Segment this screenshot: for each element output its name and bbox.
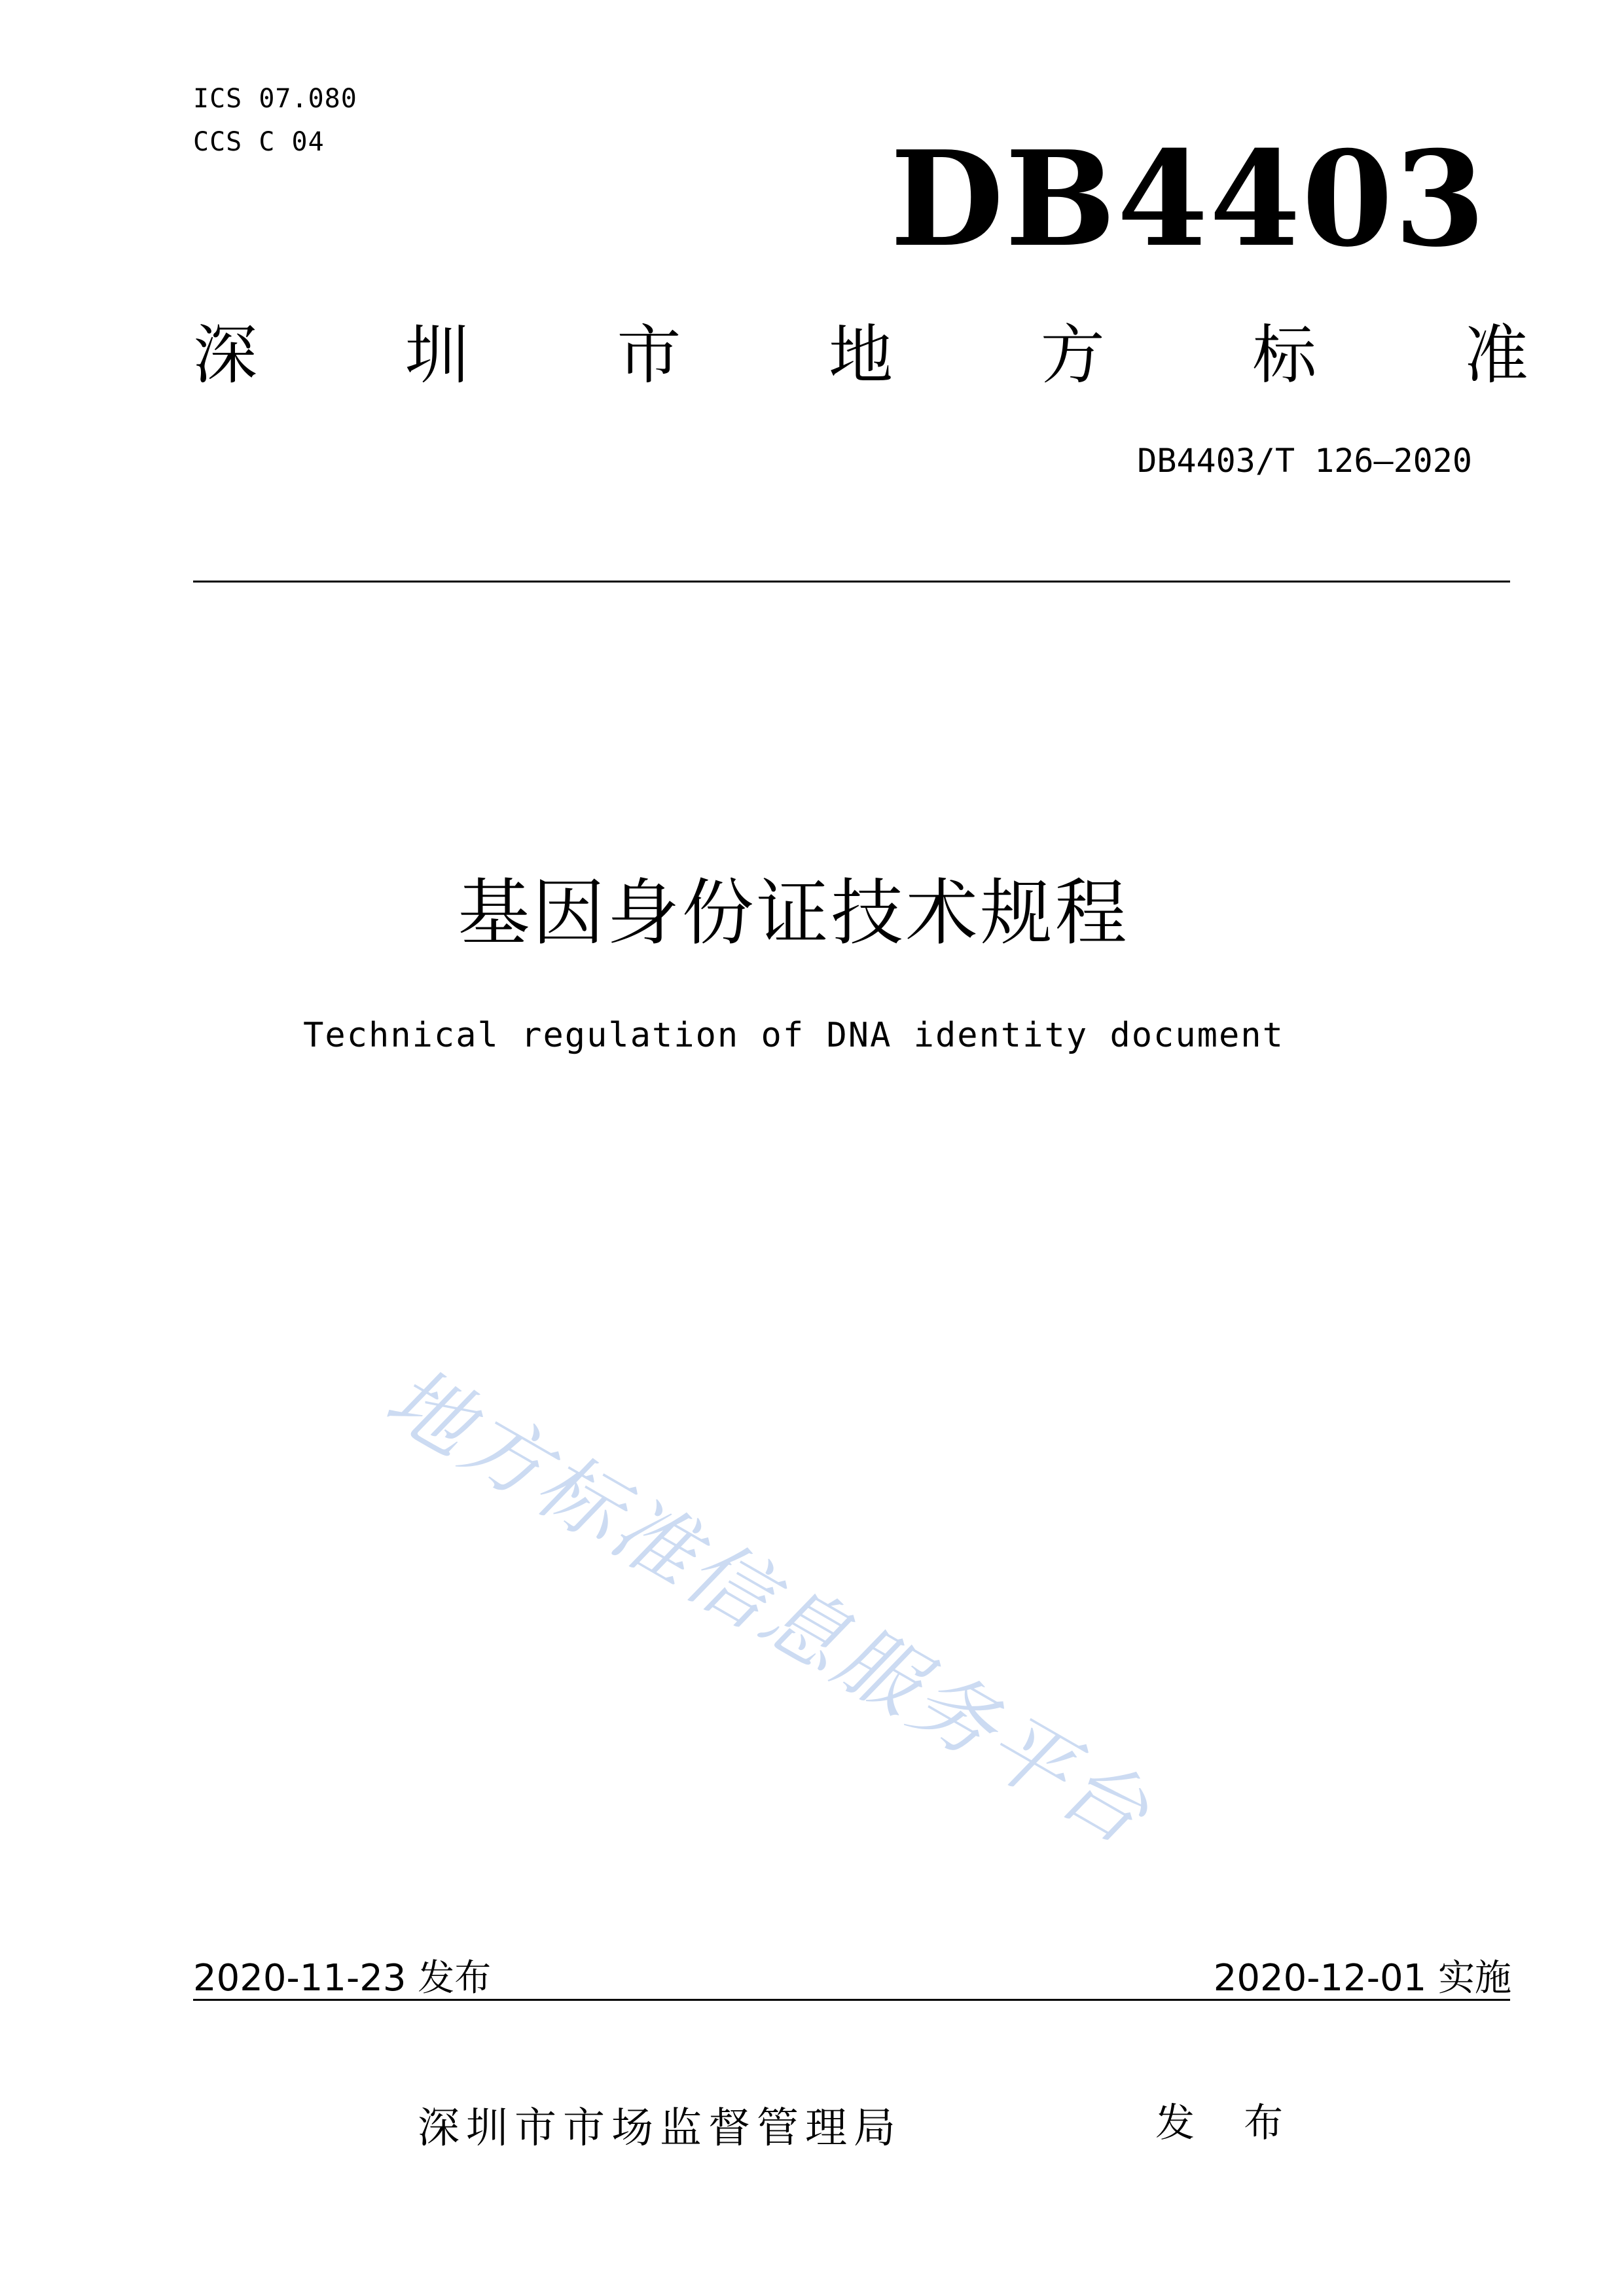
issue-label: 发 布 xyxy=(1155,2100,1302,2146)
standard-number: DB4403/T 126—2020 xyxy=(1137,442,1472,480)
local-standard-char: 准 xyxy=(1464,318,1528,393)
local-standard-char: 标 xyxy=(1252,318,1317,393)
local-standard-char: 地 xyxy=(828,318,893,393)
ccs-code: CCS C 04 xyxy=(193,127,325,157)
local-standard-char: 市 xyxy=(617,318,681,393)
local-standard-char: 深 xyxy=(193,318,258,393)
implementation-date: 2020-12-01 实施 xyxy=(1213,1957,1511,2000)
standard-logo: DB4403 xyxy=(890,122,1487,276)
footer-divider xyxy=(193,1999,1510,2001)
local-standard-heading xyxy=(193,319,1528,391)
header-divider xyxy=(193,581,1510,583)
issuing-authority: 深圳市市场监督管理局 xyxy=(418,2104,902,2153)
local-standard-char: 方 xyxy=(1040,318,1105,393)
ics-code: ICS 07.080 xyxy=(193,84,357,114)
issue-date: 2020-11-23 发布 xyxy=(193,1957,492,2000)
watermark: 地方标准信息服务平台 xyxy=(370,1348,1167,1865)
local-standard-char: 圳 xyxy=(405,318,469,393)
document-title-chinese: 基因身份证技术规程 xyxy=(458,871,1130,955)
document-title-english: Technical regulation of DNA identity document xyxy=(303,1016,1284,1055)
